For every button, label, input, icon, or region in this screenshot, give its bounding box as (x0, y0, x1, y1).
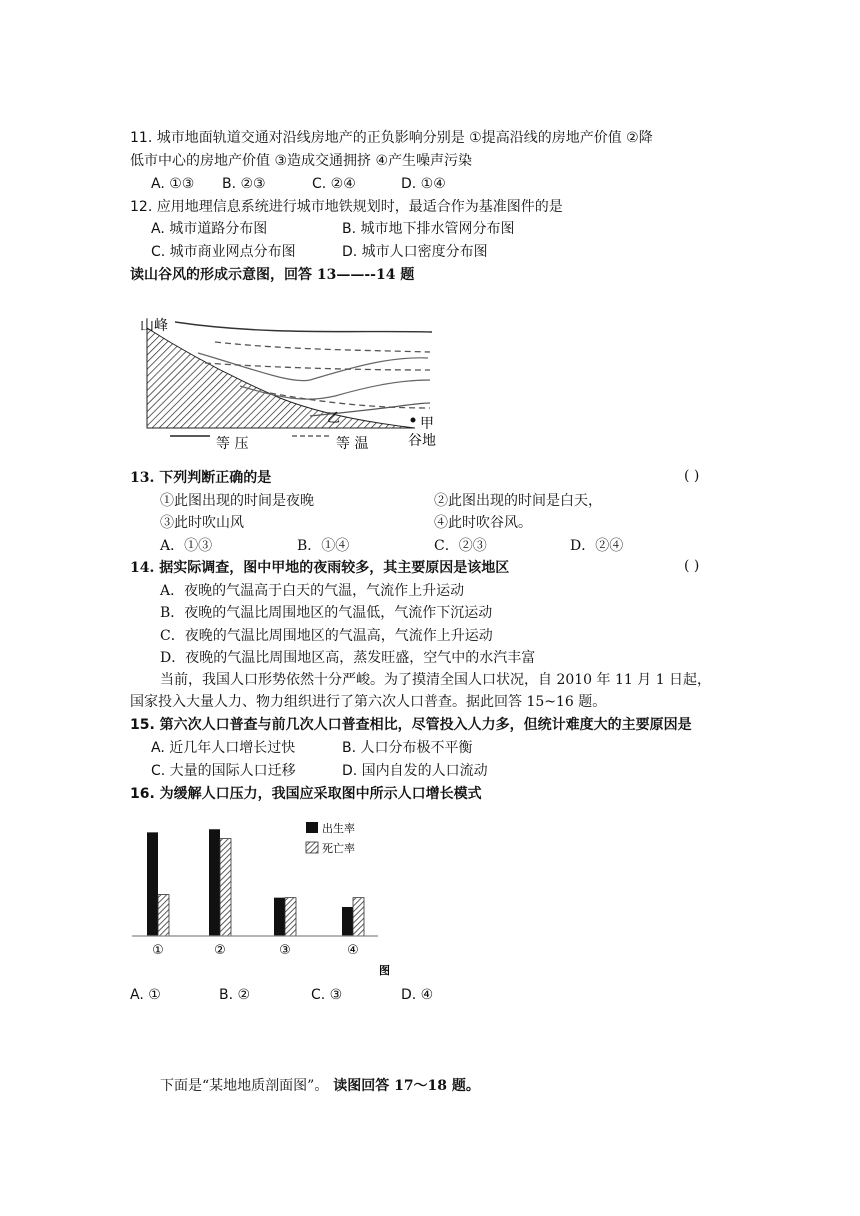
isotherm-line-1 (215, 342, 430, 352)
category-labels (152, 943, 359, 958)
q15-option-d: D. 国内自发的人口流动 (342, 763, 488, 779)
q11-stem-line2: 低市中心的房地产价值 ③造成交通拥挤 ④产生噪声污染 (130, 153, 473, 169)
bar-death-3 (285, 898, 296, 936)
yi-label: 乙 (327, 411, 341, 426)
q12-option-b: B. 城市地下排水管网分布图 (342, 221, 515, 237)
q16-option-d: D. ④ (401, 987, 434, 1003)
q13-statement-2: ②此图出现的时间是白天， (434, 493, 602, 509)
bar-death-2 (220, 839, 231, 936)
q14-option-b: B．夜晚的气温比周围地区的气温低，气流作下沉运动 (160, 605, 493, 621)
q12-stem: 12. 应用地理信息系统进行城市地铁规划时，最适合作为基准图件的是 (130, 199, 563, 215)
q11-stem-line1: 11. 城市地面轨道交通对沿线房地产的正负影响分别是 ①提高沿线的房地产价值 ②降 (130, 130, 653, 146)
q13-option-d: D．②④ (570, 538, 624, 554)
intro-17-18-suffix: 读图回答 17～18 题。 (328, 1078, 480, 1094)
q13-option-b: B．①④ (297, 538, 350, 554)
q14-answer-paren: ( ) (684, 558, 700, 574)
q14-option-c: C．夜晚的气温比周围地区的气温高，气流作上升运动 (160, 628, 493, 644)
q16-stem: 16. 为缓解人口压力，我国应采取图中所示人口增长模式 (130, 786, 482, 802)
point-jia-marker (411, 418, 416, 423)
intro-13-14: 读山谷风的形成示意图，回答 13——--14 题 (130, 267, 415, 283)
valley-label: 谷地 (408, 433, 436, 449)
bar-birth-4 (342, 907, 353, 936)
q13-option-a: A．①③ (160, 538, 213, 554)
bar-birth-2 (209, 829, 220, 936)
q16-option-b: B. ② (219, 987, 251, 1003)
chart-footer-label: 图 (379, 964, 390, 977)
q12-option-c: C. 城市商业网点分布图 (151, 244, 296, 260)
isobar-line-1 (175, 322, 432, 332)
valley-wind-diagram (130, 308, 450, 456)
q11-option-b: B. ②③ (222, 176, 266, 192)
category-label-3: ③ (279, 943, 291, 958)
q15-stem: 15. 第六次人口普查与前几次人口普查相比，尽管投入人力多，但统计难度大的主要原因是 (130, 717, 692, 733)
peak-label: 山峰 (140, 318, 168, 334)
bar-birth-3 (274, 898, 285, 936)
legend-isotherm-label: 等 温 (336, 436, 369, 452)
population-growth-chart (130, 812, 400, 982)
q15-option-c: C. 大量的国际人口迁移 (151, 763, 296, 779)
category-label-1: ① (152, 943, 164, 958)
q12-option-d: D. 城市人口密度分布图 (342, 244, 488, 260)
q13-statement-1: ①此图出现的时间是夜晚 (160, 493, 314, 509)
q14-option-d: D．夜晚的气温比周围地区高，蒸发旺盛，空气中的水汽丰富 (160, 650, 536, 666)
q16-option-c: C. ③ (311, 987, 343, 1003)
q13-statement-3: ③此时吹山风 (160, 515, 244, 531)
legend-birth-swatch (306, 822, 318, 833)
intro-17-18 (160, 1076, 480, 1096)
legend-death-swatch (306, 842, 318, 853)
q11-option-d: D. ①④ (401, 176, 446, 192)
q12-option-a: A. 城市道路分布图 (151, 221, 268, 237)
intro-17-18-prefix: 下面是“某地地质剖面图”。 (160, 1078, 329, 1094)
bar-death-4 (353, 898, 364, 936)
q13-statement-4: ④此时吹谷风。 (434, 515, 532, 531)
passage-15-16-line1: 当前，我国人口形势依然十分严峻。为了摸清全国人口状况，自 2010 年 11 月 1 日起， (160, 672, 712, 688)
bar-birth-1 (147, 832, 158, 936)
bar-death-1 (158, 895, 169, 936)
legend-birth-label: 出生率 (322, 822, 355, 835)
jia-label: 甲 (420, 416, 434, 432)
q16-option-a: A. ① (130, 987, 161, 1003)
q11-option-c: C. ②④ (312, 176, 356, 192)
q13-stem: 13. 下列判断正确的是 (130, 470, 272, 486)
category-label-4: ④ (347, 943, 359, 958)
passage-15-16-line2: 国家投入大量人力、物力组织进行了第六次人口普查。据此回答 15~16 题。 (130, 694, 607, 710)
legend-isobar-label: 等 压 (216, 436, 249, 452)
q13-option-c: C．②③ (434, 538, 487, 554)
category-label-2: ② (214, 943, 226, 958)
isotherm-line-2 (205, 363, 430, 370)
q13-answer-paren: ( ) (684, 468, 700, 484)
q15-option-b: B. 人口分布极不平衡 (342, 740, 473, 756)
q11-option-a: A. ①③ (151, 176, 195, 192)
q15-option-a: A. 近几年人口增长过快 (151, 740, 296, 756)
q14-option-a: A．夜晚的气温高于白天的气温，气流作上升运动 (160, 583, 465, 599)
legend-death-label: 死亡率 (322, 842, 355, 855)
q14-stem: 14. 据实际调查，图中甲地的夜雨较多，其主要原因是该地区 (130, 560, 510, 576)
